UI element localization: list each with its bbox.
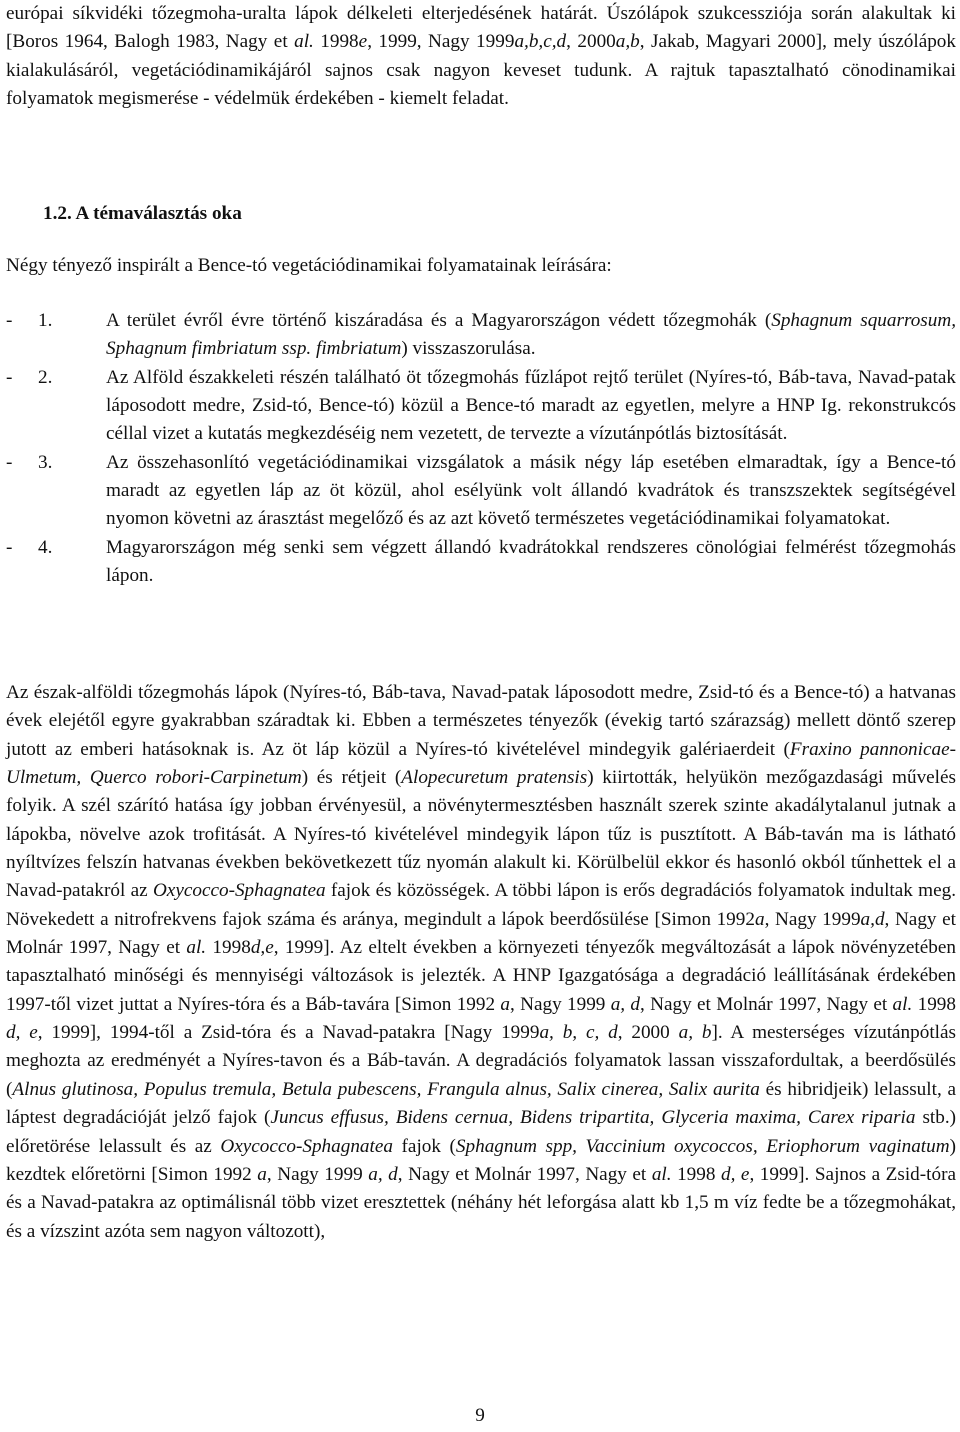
body-italic: a, b, c, d — [539, 1022, 618, 1044]
body-text: , 2000 — [617, 1022, 679, 1044]
body-text: , 1999]. Az eltelt években a környezeti tényezők megváltozását a lápok növényzetében tapasztalható minőségi és mennyiségi változások is jelezték. A HNP Igazgatósága a degradáció leállításának érdekében 1997-től vizet juttat a Nyíres-tóra és a Báb-tavára [Simon 1992 — [6, 937, 956, 1015]
body-text: 1998 — [671, 1163, 721, 1185]
section-lead: Négy tényező inspirált a Bence-tó vegetációdinamikai folyamatainak leírására: — [6, 255, 612, 276]
intro-text-3: , 1999, Nagy 1999 — [367, 31, 515, 53]
intro-italic-al: al. — [294, 31, 314, 53]
body-italic: Alopecuretum pratensis — [401, 767, 588, 789]
list-item — [6, 364, 956, 449]
page-number: 9 — [475, 1405, 485, 1426]
intro-text-5: , Jakab, Magyari 2000], mely úszólápok kialakulásáról, vegetációdinamikájáról sajnos csak nagyon keveset tudunk. A rajtuk tapasztalható cönodinamikai folyamatok megismerése - védelmük érdekében - kiemelt feladat. — [6, 31, 956, 110]
body-italic: a — [754, 908, 765, 930]
body-text: és hibridjeik) lelassult, a láptest degradációját jelző fajok ( — [6, 1078, 956, 1129]
body-text: ) és rétjeit ( — [301, 767, 402, 789]
body-text: 1998 — [912, 993, 956, 1015]
reason-list — [6, 307, 956, 590]
body-italic: a, d — [368, 1163, 398, 1185]
section-heading: 1.2. A témaválasztás oka — [43, 203, 242, 224]
body-italic: d, e — [721, 1163, 750, 1185]
intro-text-1: európai síkvidéki tőzegmoha-uralta lápok délkeleti elterjedésének határát. Úszólápok szukcessziója során alakultak ki [Boros 1964, Balogh 1983, Nagy et — [6, 3, 956, 53]
intro-paragraph — [6, 0, 956, 113]
body-text: , Nagy 1999 — [764, 908, 861, 930]
body-text: , 1999]. Sajnos a Zsid-tóra és a Navad-patakra az optimálisnál több vizet eresztettek (néhány hét leforgása alatt kb 1,5 m víz fedte be a tőzegmohákat, és a vízszint azóta sem nagyon változott), — [6, 1163, 956, 1242]
body-text: fajok és közösségek. A többi lápon is erős degradációs folyamatok indultak meg. Növekedett a nitrofrekvens fajok száma és aránya, megindult a lápok beerdősülése [Simon 1992 — [6, 880, 956, 930]
list-item-italic: Sphagnum squarrosum, Sphagnum fimbriatum ssp. fimbriatum — [106, 310, 957, 360]
body-italic: Sphagnum spp, Vaccinium oxycoccos, Eriophorum vaginatum — [455, 1135, 950, 1157]
intro-text-4: , 2000 — [566, 31, 616, 53]
list-item — [6, 449, 956, 534]
body-italic: al. — [186, 937, 207, 959]
list-item-text-end: ) visszaszorulása. — [401, 338, 536, 360]
body-text: , Nagy et Molnár 1997, Nagy et — [640, 993, 893, 1015]
body-text: stb.) előretörése lelassult és az — [6, 1107, 957, 1157]
intro-italic-abcd: a,b,c,d — [514, 31, 567, 53]
list-item — [6, 307, 956, 364]
body-italic: al. — [651, 1163, 672, 1185]
body-text: , Nagy et Molnár 1997, Nagy et — [397, 1163, 652, 1185]
list-number: 4. — [38, 536, 53, 558]
body-italic: d, e — [6, 1022, 38, 1044]
body-italic: Alnus glutinosa, Populus tremula, Betula pubescens, Frangula alnus, Salix cinerea, Salix aurita — [12, 1078, 760, 1100]
list-item-text: Az összehasonlító vegetációdinamikai vizsgálatok a másik négy láp esetében elmaradtak, így a Bence-tó maradt az egyetlen láp az öt közül, ahol esélyünk volt állandó kvadrátok és transzszektek segítségével nyomon követni az árasztást megelőző és az azt követő természetes vegetációdinamikai folyamatokat. — [106, 451, 956, 530]
body-text: , Nagy 1999 — [266, 1163, 369, 1185]
body-italic: a, b — [678, 1022, 712, 1044]
list-item — [6, 534, 956, 591]
body-text: ) kiirtották, helyükön mezőgazdasági művelés folyik. A szél szárító hatása így jobban érvényesül, a növénytermesztésben használt szerek szinte akadálytalanul jutnak a lápokba, növelve azok trofitását. A Nyíres-tó kivételével mindegyik lápon tűz is pusztított. A Báb-taván ma is látható nyíltvízes felszín hatvanas években bekövetkezett tűz nyomán alakult ki. Körülbelül ekkor és hasonló okból tűnhettek el a Navad-patakról az — [6, 767, 956, 902]
list-item-text: Magyarországon még senki sem végzett állandó kvadrátokkal rendszeres cönológiai felmérést tőzegmohás lápon. — [106, 536, 956, 587]
list-item-text: A terület évről évre történő kiszáradása és a Magyarországon védett tőzegmohák ( — [106, 310, 772, 331]
list-item-text: Az Alföld északkeleti részén található öt tőzegmohás fűzlápot rejtő terület (Nyíres-tó, Báb-tava, Navad-patak láposodott medre, Zsid-tó, Bence-tó) közül a Bence-tó maradt az egyetlen, melyre a HNP Ig. rekonstrukcós céllal vizet a kutatás megkezdéséig nem vezetett, de tervezte a vízutánpótlás biztosítását. — [106, 366, 956, 445]
list-dash: - — [6, 366, 13, 388]
list-dash: - — [6, 310, 13, 331]
body-text: , 1999], 1994-től a Zsid-tóra és a Navad-patakra [Nagy 1999 — [37, 1022, 540, 1044]
list-dash: - — [6, 451, 13, 473]
body-italic: Fraxino pannonicae-Ulmetum, Querco robori-Carpinetum — [6, 738, 956, 789]
intro-italic-ab: a,b — [615, 31, 640, 53]
list-number: 1. — [38, 310, 53, 331]
list-number: 3. — [38, 451, 53, 473]
body-italic: a — [257, 1163, 267, 1185]
body-italic: Juncus effusus, Bidens cernua, Bidens tripartita, Glyceria maxima, Carex riparia — [270, 1107, 916, 1129]
body-italic: Oxycocco-Sphagnatea — [152, 880, 326, 902]
body-text: ) kezdtek előretörni [Simon 1992 — [6, 1135, 956, 1185]
body-italic: al. — [892, 993, 913, 1015]
body-italic: a,d — [860, 908, 885, 930]
body-italic: a, d — [610, 993, 641, 1015]
body-paragraph — [6, 679, 956, 1246]
intro-italic-e: e — [358, 31, 368, 53]
body-italic: d,e — [250, 937, 274, 959]
body-text: , Nagy et Molnár 1997, Nagy et — [6, 908, 956, 959]
list-dash: - — [6, 536, 13, 558]
body-italic: Oxycocco-Sphagnatea — [220, 1135, 393, 1157]
list-number: 2. — [38, 366, 53, 388]
intro-text-2: 1998 — [313, 31, 359, 53]
body-text: 1998 — [206, 937, 251, 959]
body-text: , Nagy 1999 — [510, 993, 611, 1015]
body-text: fajok ( — [392, 1135, 456, 1157]
body-text: ]. A mesterséges vízutánpótlás meghozta az eredményét a Nyíres-tavon és a Báb-taván. A degradációs folyamatok lassan visszafordultak, a beerdősülés ( — [6, 1022, 956, 1100]
body-text: Az észak-alföldi tőzegmohás lápok (Nyíres-tó, Báb-tava, Navad-patak láposodott medre, Zsid-tó és a Bence-tó) a hatvanas évek elejétől egyre gyakrabban száradtak ki. Ebben a természetes tényezők (évekig tartó szárazság) mellett döntő szerep jutott az emberi hatásoknak is. Az öt láp közül a Nyíres-tó kivételével mindegyik galériaerdeit ( — [6, 682, 956, 760]
body-italic: a — [500, 993, 510, 1015]
